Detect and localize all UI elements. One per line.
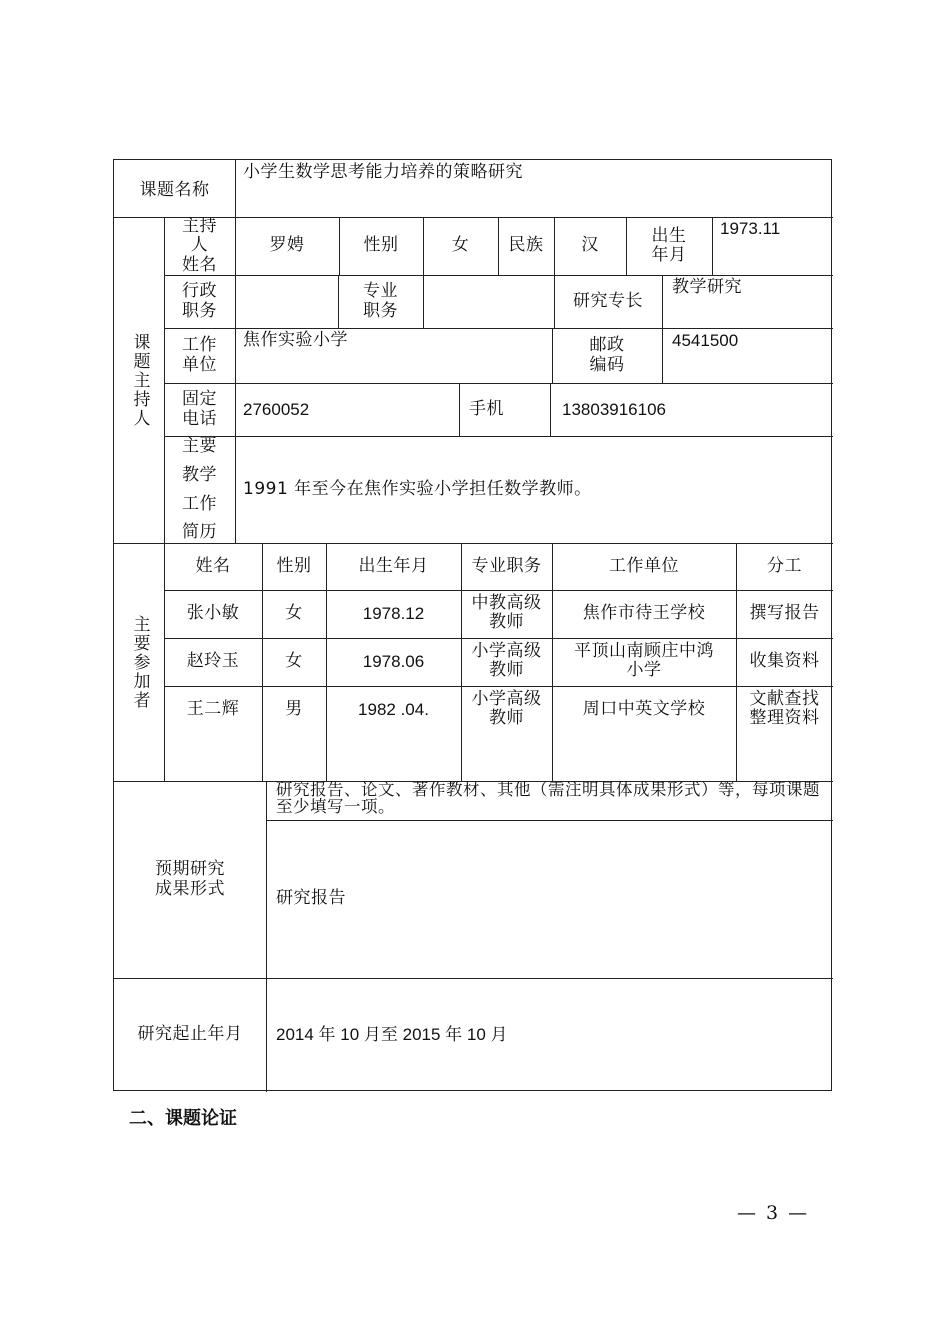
host-resume-label: 主要 教学 工作 简历 [182, 436, 217, 543]
host-name: 罗娉 [269, 235, 305, 256]
host-admin [235, 275, 338, 328]
participant-birth [326, 734, 461, 781]
section-heading: 二、课题论证 [129, 1108, 237, 1129]
topic-value: 小学生数学思考能力培养的策略研究 [243, 162, 523, 182]
participants-section-label: 主要参加者 [129, 614, 150, 710]
header-role: 分工 [767, 555, 802, 576]
host-mobile: 13803916106 [562, 399, 667, 419]
host-ethnicity: 汉 [581, 235, 599, 256]
host-admin-label: 行政 职务 [182, 281, 217, 321]
participant-role: 撰写报告 [749, 603, 820, 624]
participant-birth: 1978.06 [362, 652, 425, 672]
header-name: 姓名 [195, 555, 231, 576]
participant-unit: 焦作市待王学校 [582, 603, 706, 624]
host-postcode-label: 邮政 编码 [589, 335, 625, 375]
expected-value: 研究报告 [276, 888, 346, 909]
participant-birth: 1982 .04. [358, 700, 429, 720]
participant-unit: 周口中英文学校 [582, 699, 706, 720]
application-form-table [113, 159, 832, 1091]
host-unit-label: 工作 单位 [182, 335, 217, 375]
page-number: — 3 — [737, 1202, 810, 1224]
period-label: 研究起止年月 [137, 1024, 243, 1045]
host-specialty-label: 研究专长 [573, 290, 643, 311]
header-gender: 性别 [276, 555, 312, 576]
participant-gender: 男 [285, 699, 303, 720]
host-postcode: 4541500 [672, 331, 739, 350]
host-gender-label: 性别 [363, 235, 399, 256]
participant-birth: 1978.12 [362, 604, 425, 624]
participant-name: 赵玲玉 [186, 651, 240, 672]
participant-gender: 女 [285, 603, 303, 624]
participant-role: 文献查找 整理资料 [749, 689, 820, 729]
host-phone: 2760052 [243, 399, 310, 419]
host-title [423, 275, 554, 328]
header-birth: 出生年月 [358, 555, 429, 576]
participant-unit: 平顶山南顾庄中鸿 小学 [574, 641, 714, 681]
host-phone-label: 固定 电话 [182, 389, 217, 429]
participant-name: 王二辉 [186, 699, 240, 720]
header-unit: 工作单位 [609, 555, 679, 576]
host-ethnicity-label: 民族 [508, 235, 544, 256]
expected-note: 研究报告、论文、著作教材、其他（需注明具体成果形式）等，每项课题至少填写一项。 [276, 781, 820, 817]
participant-unit [552, 734, 736, 781]
host-mobile-label: 手机 [469, 398, 504, 419]
participant-gender: 女 [285, 651, 303, 672]
host-unit: 焦作实验小学 [243, 330, 348, 350]
expected-label: 预期研究 成果形式 [155, 859, 225, 899]
participant-role [736, 734, 833, 781]
host-resume: 1991 年至今在焦作实验小学担任数学教师。 [243, 478, 592, 499]
participant-title [461, 734, 552, 781]
host-name-label: 主持 人 姓名 [182, 217, 217, 275]
host-specialty: 教学研究 [672, 277, 742, 297]
topic-label: 课题名称 [139, 179, 210, 200]
host-title-label: 专业 职务 [363, 281, 398, 321]
participant-role: 收集资料 [749, 651, 820, 672]
participant-title: 小学高级 教师 [471, 641, 542, 681]
participant-name: 张小敏 [186, 603, 240, 624]
participant-title: 中教高级 教师 [471, 593, 542, 633]
host-section-label: 课题主持人 [129, 332, 150, 428]
host-birth: 1973.11 [720, 219, 781, 238]
participant-name [164, 734, 262, 781]
participant-gender [262, 734, 326, 781]
period-value: 2014 年 10 月至 2015 年 10 月 [276, 1025, 508, 1045]
host-gender: 女 [451, 235, 470, 256]
header-title: 专业职务 [471, 555, 542, 576]
participant-title: 小学高级 教师 [471, 689, 542, 729]
host-birth-label: 出生 年月 [651, 225, 687, 265]
